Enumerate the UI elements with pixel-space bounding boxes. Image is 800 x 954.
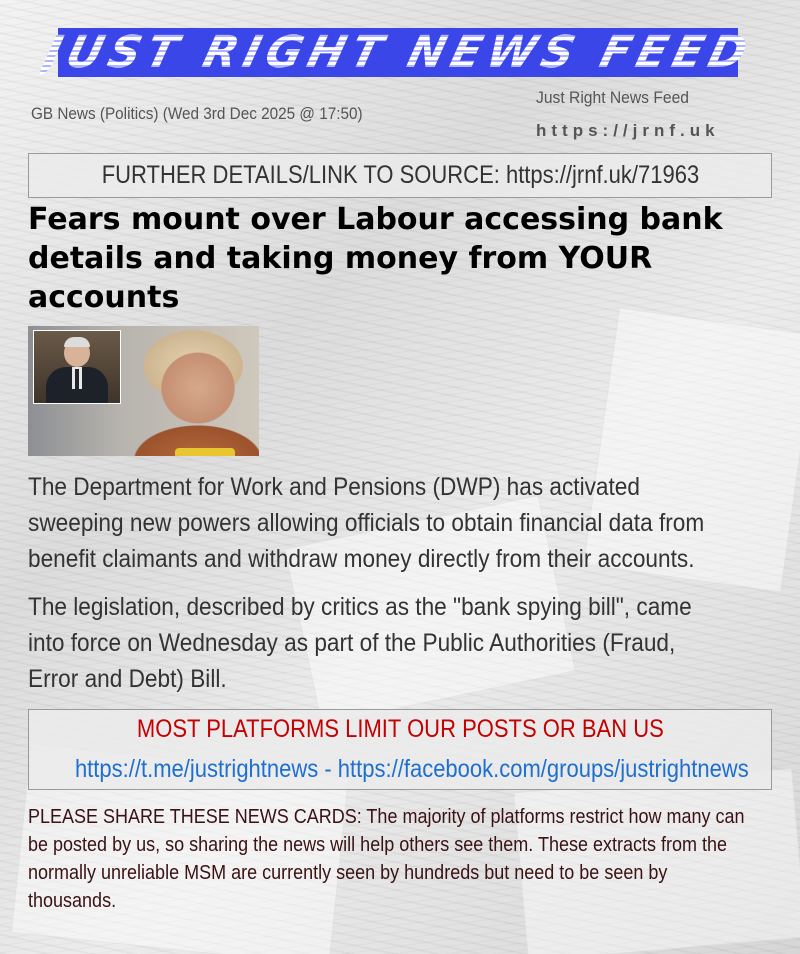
source-and-date: GB News (Politics) (Wed 3rd Dec 2025 @ 17:50) <box>31 104 363 123</box>
paragraph-line: The legislation, described by critics as the "bank spying bill", came <box>28 593 692 621</box>
banner-title: JUST RIGHT NEWS FEED <box>38 27 758 78</box>
brand-url[interactable]: https://jrnf.uk <box>536 121 720 140</box>
paragraph-line: The Department for Work and Pensions (DWP) has activated <box>28 473 640 501</box>
share-line: be posted by us, so sharing the news will help others see them. These extracts from the <box>28 834 728 856</box>
social-links[interactable]: https://t.me/justrightnews - https://facebook.com/groups/justrightnews <box>74 755 749 783</box>
share-line: PLEASE SHARE THESE NEWS CARDS: The majority of platforms restrict how many can <box>28 806 745 828</box>
source-link[interactable]: FURTHER DETAILS/LINK TO SOURCE: https://jrnf.uk/71963 <box>101 161 699 189</box>
paragraph-line: into force on Wednesday as part of the Public Authorities (Fraud, <box>28 629 676 657</box>
site-banner <box>38 27 758 78</box>
article-inset-photo <box>33 330 121 404</box>
platform-notice-box <box>28 709 772 790</box>
share-line: normally unreliable MSM are currently seen by hundreds but need to be seen by <box>28 862 668 884</box>
photo-detail <box>175 448 235 456</box>
share-appeal <box>28 803 778 915</box>
source-link-box[interactable] <box>28 153 772 198</box>
share-line: thousands. <box>28 890 117 912</box>
brand-name: Just Right News Feed <box>536 88 689 107</box>
notice-title: MOST PLATFORMS LIMIT OUR POSTS OR BAN US <box>136 715 664 743</box>
article-paragraph-1 <box>28 469 778 577</box>
article-paragraph-2 <box>28 589 778 697</box>
paragraph-line: benefit claimants and withdraw money directly from their accounts. <box>28 545 695 573</box>
paragraph-line: Error and Debt) Bill. <box>28 665 227 693</box>
paragraph-line: sweeping new powers allowing officials to obtain financial data from <box>28 509 705 537</box>
article-headline: Fears mount over Labour accessing bank details and taking money from YOUR accounts <box>28 202 723 315</box>
